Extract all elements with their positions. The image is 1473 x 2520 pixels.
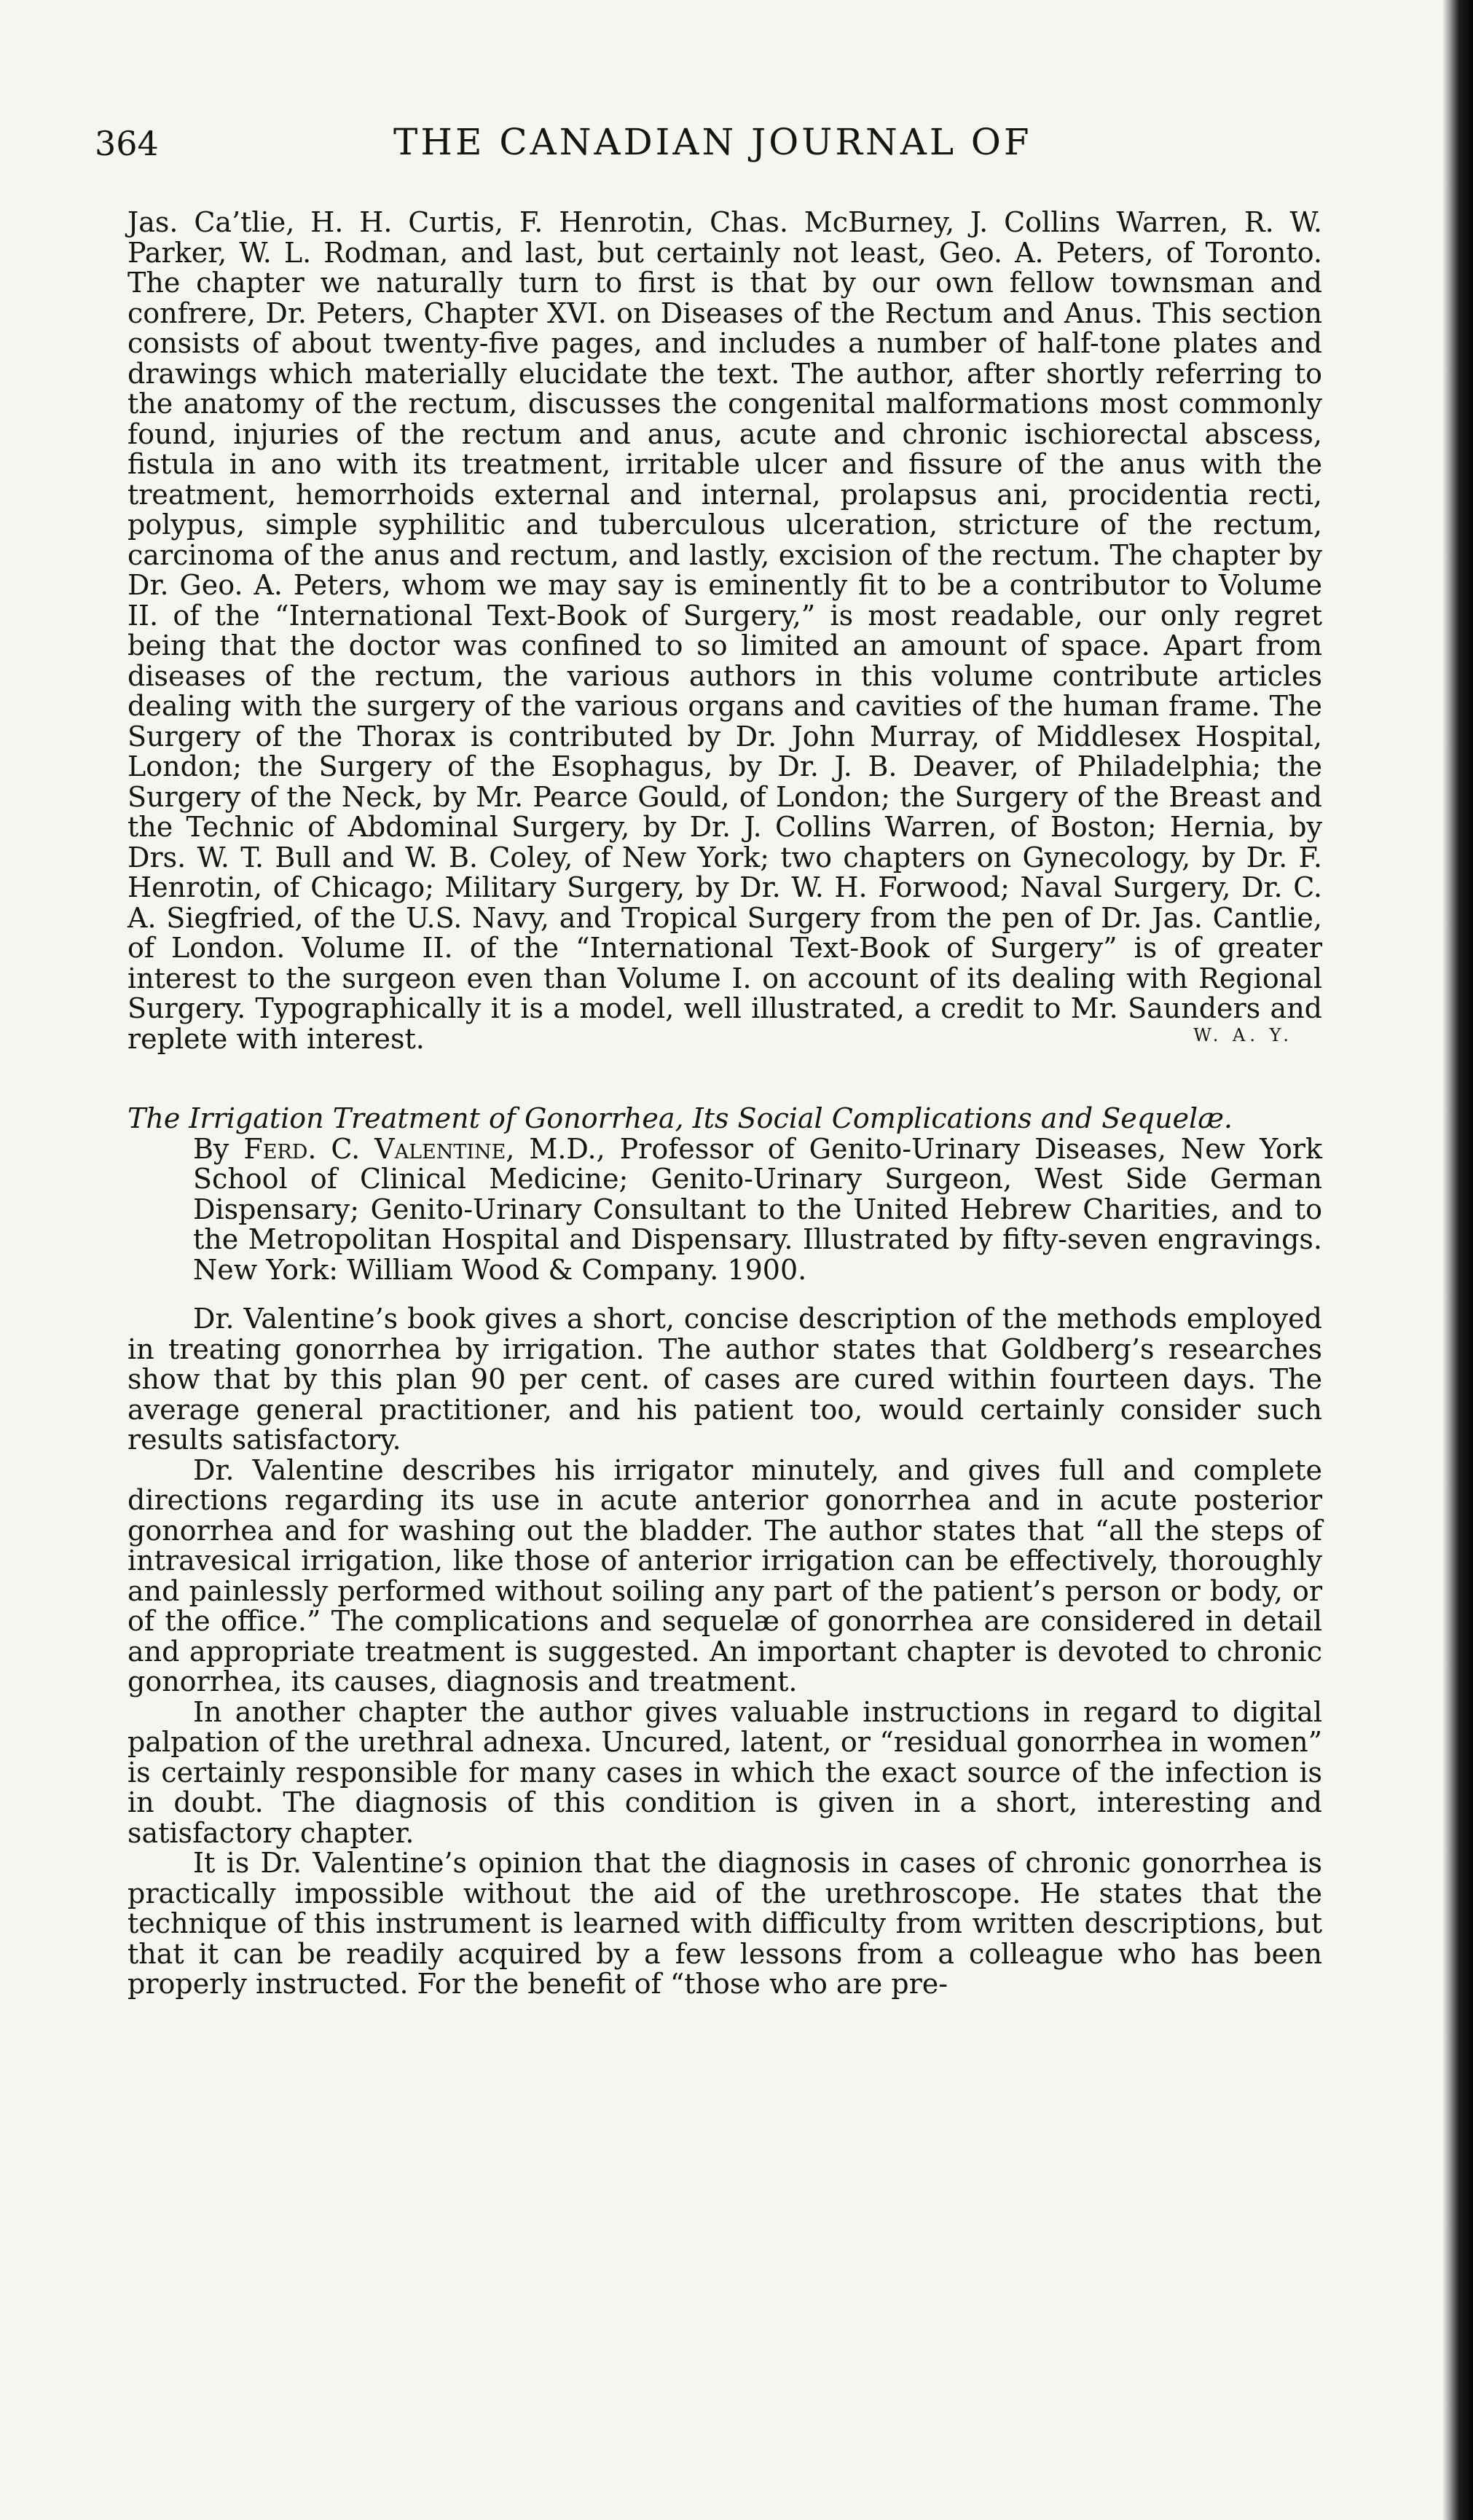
- running-head: THE CANADIAN JOURNAL OF: [393, 121, 1032, 163]
- review-2-author-name: Ferd. C. Valentine: [243, 1132, 506, 1165]
- review-2-title: The Irrigation Treatment of Gonorrhea, Its Social Complications and Sequelæ.: [127, 1102, 1233, 1134]
- review-2-byline: [127, 1134, 1322, 1286]
- review-2-paragraph-2: Dr. Valentine describes his irrigator minutely, and gives full and complete directions regarding its use in acute anterior gonorrhea and in acute posterior gonorrhea and for washing out the bladder. The author states that “all the steps of intravesical irrigation, like those of anterior irrigation can be effectively, thoroughly and painlessly performed without soiling any part of the patient’s person or body, or of the office.” The complications and sequelæ of gonorrhea are considered in detail and appropriate treatment is suggested. An important chapter is devoted to chronic gonorrhea, its causes, diagnosis and treatment.: [127, 1453, 1322, 1697]
- review-2-author-prefix: By: [193, 1132, 244, 1165]
- review-2-author-details: , M.D., Professor of Genito-Urinary Diseases, New York School of Clinical Medicine; Genito-Urinary Surgeon, West Side German Dispensary; Genito-Urinary Consultant to the United Hebrew Charities, and to the Metropolitan Hospital and Dispensary. Illustrated by fifty-seven engravings. New York: William Wood & Company. 1900.: [193, 1132, 1322, 1286]
- review-2-heading: [127, 1104, 1322, 1285]
- page-header: [95, 117, 1340, 175]
- review-1-signature: W. A. Y.: [1193, 1025, 1293, 1045]
- article-body: [127, 208, 1322, 2000]
- review-2-paragraph-3: In another chapter the author gives valuable instructions in regard to digital palpation of the urethral adnexa. Uncured, latent, or “residual gonorrhea in women” is certainly responsible for many cases in which the exact source of the infection is in doubt. The diagnosis of this condition is given in a short, interesting and satisfactory chapter.: [127, 1695, 1322, 1849]
- review-2-paragraph-1: Dr. Valentine’s book gives a short, concise description of the methods employed in treating gonorrhea by irrigation. The author states that Goldberg’s researches show that by this plan 90 per cent. of cases are cured within fourteen days. The average general practitioner, and his patient too, would certainly consider such results satisfactory.: [127, 1303, 1322, 1456]
- page-edge-shadow: [1442, 0, 1473, 2520]
- page-number: 364: [95, 124, 159, 163]
- review-2-paragraph-4: It is Dr. Valentine’s opinion that the diagnosis in cases of chronic gonorrhea is practically impossible without the aid of the urethroscope. He states that the technique of this instrument is learned with difficulty from written descriptions, but that it can be readily acquired by a few lessons from a colleague who has been properly instructed. For the benefit of “those who are pre-: [127, 1847, 1322, 2000]
- review-1-paragraph: Jas. Ca’tlie, H. H. Curtis, F. Henrotin, Chas. McBurney, J. Collins Warren, R. W. Parker, W. L. Rodman, and last, but certainly not least, Geo. A. Peters, of Toronto. The chapter we naturally turn to first is that by our own fellow townsman and confrere, Dr. Peters, Chapter XVI. on Diseases of the Rectum and Anus. This section consists of about twenty-five pages, and includes a number of half-tone plates and drawings which materially elucidate the text. The author, after shortly referring to the anatomy of the rectum, discusses the congenital malformations most commonly found, injuries of the rectum and anus, acute and chronic ischiorectal abscess, fistula in ano with its treatment, irritable ulcer and fissure of the anus with the treatment, hemorrhoids external and internal, prolapsus ani, procidentia recti, polypus, simple syphilitic and tuberculous ulceration, stricture of the rectum, carcinoma of the anus and rectum, and lastly, excision of the rectum. The chapter by Dr. Geo. A. Peters, whom we may say is eminently fit to be a contributor to Volume II. of the “International Text-Book of Surgery,” is most readable, our only regret being that the doctor was confined to so limited an amount of space. Apart from diseases of the rectum, the various authors in this volume contribute articles dealing with the surgery of the various organs and cavities of the human frame. The Surgery of the Thorax is contributed by Dr. John Murray, of Middlesex Hospital, London; the Surgery of the Esophagus, by Dr. J. B. Deaver, of Philadelphia; the Surgery of the Neck, by Mr. Pearce Gould, of London; the Surgery of the Breast and the Technic of Abdominal Surgery, by Dr. J. Collins Warren, of Boston; Hernia, by Drs. W. T. Bull and W. B. Coley, of New York; two chapters on Gynecology, by Dr. F. Henrotin, of Chicago; Military Surgery, by Dr. W. H. Forwood; Naval Surgery, Dr. C. A. Siegfried, of the U.S. Navy, and Tropical Surgery from the pen of Dr. Jas. Cantlie, of London. Volume II. of the “International Text-Book of Surgery” is of greater interest to the surgeon even than Volume I. on account of its dealing with Regional Surgery. Typographically it is a model, well illustrated, a credit to Mr. Saunders and replete with interest.: [127, 206, 1322, 1055]
